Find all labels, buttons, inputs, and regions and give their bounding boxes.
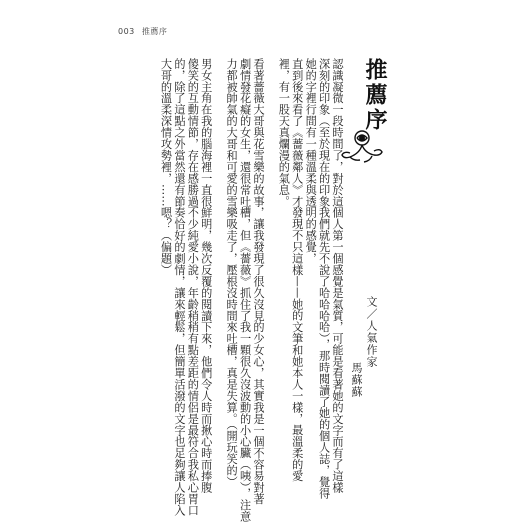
running-header [118, 26, 171, 37]
page-number: 003 [118, 27, 135, 36]
byline: 文／人氣作家 [365, 296, 378, 368]
text-line: 劇情發花癡的女生，還很常吐槽，但《薔薇》抓住了我一顆很久沒波動的小心臟（咦），注意 [238, 58, 252, 522]
text-line: 大哥的溫柔深情攻勢裡，……嗯？（偏題） [159, 58, 173, 276]
paragraph-gap [265, 58, 277, 59]
text-line: 認識凝微一段時間了，對於這個人第一個感覺是氣質，可能是看著她的文字而有了這樣 [331, 58, 344, 494]
page-title: 推薦序 [362, 58, 388, 133]
text-line: 男女主角在我的腦海裡一直很鮮明，幾次反覆的閱讀下來，他們令人時而揪心時而捧腹 [199, 58, 213, 494]
section-title: 推薦序 [141, 27, 168, 36]
text-line: 的，除了這點之外當然還有節奏恰好的劇情，讓來輕鬆，但簡單活潑的文字也足夠讓人陷入 [172, 58, 186, 516]
text-line: 傻笑的互動情節，存在感勝過不少純愛小說，年齡稍稍有點差距的情侶是最符合我私心胃口 [186, 58, 200, 516]
author-name: 馬蘇蘇 [350, 362, 363, 398]
text-line: 她的字裡行間有一種溫柔與透明的感覺， [304, 58, 318, 265]
text-line: 直到後來看了《薔薇鄰人》才發現不只這樣——她的文筆和她本人一樣，最溫柔的愛 [290, 58, 304, 482]
text-line: 裡，有一股天真爛漫的氣息。 [277, 58, 291, 207]
article-body [118, 58, 344, 522]
text-line: 深刻的印象（至於現在的印象我們就先不說了哈哈哈哈），那時閱讀了她的個人誌，覺得 [317, 58, 331, 499]
text-line: 力都被帥氣的大哥和可愛的雪樂吸走了，壓根沒時間來吐槽，真是失算。（開玩笑的） [225, 58, 239, 488]
rose-flourish-icon [338, 126, 386, 166]
text-line: 看著薔薇大哥與花雪樂的故事，讓我發現了很久沒見的少女心，其實我是一個不容易對著 [251, 58, 265, 505]
paragraph-gap [213, 58, 225, 59]
